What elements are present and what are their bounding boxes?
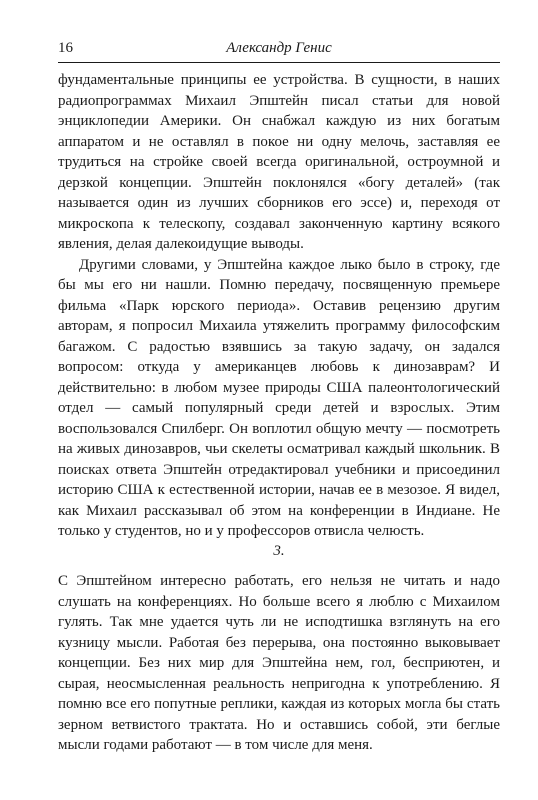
paragraph-1: фундаментальные принципы ее устройства. В сущности, в наших радиопрограммах Михаил Эпштейн писал статьи для новой энциклопедии Америки. Он снабжал каждую из них богатым аппаратом и не оставлял в покое ни одну мелочь, заставляя ее трудиться на стройке своей всегда оригинальной, остроумной и дерзкой концепции. Эпштейн поклонялся «богу деталей» (так называется один из лучших сборников его эссе) и, переходя от микроскопа к телескопу, создавал законченную картину всякого явления, делая далекоидущие выводы. — [58, 72, 500, 252]
paragraph-2: Другими словами, у Эпштейна каждое лыко было в строку, где бы мы его ни нашли. Помню передачу, посвященную премьере фильма «Парк юрского периода». Оставив рецензию другим авторам, я попросил Михаила утяжелить программу философским багажом. С радостью взявшись за такую задачу, он задался вопросом: откуда у американцев любовь к динозаврам? И действительно: в любом музее природы США палеонтологический отдел — самый популярный среди детей и взрослых. Этим воспользовался Спилберг. Он воплотил общую мечту — посмотреть на живых динозавров, чьи скелеты осматривал каждый школьник. В поисках ответа Эпштейн отредактировал учебники и присоединил историю США к естественной истории, начав ее в мезозое. Я видел, как Михаил рассказывал об этом на конференции в Индиане. Не только у студентов, но и у профессоров отвисла челюсть. — [58, 256, 500, 539]
page-number: 16 — [58, 40, 73, 56]
section-paragraph-1: С Эпштейном интересно работать, его нельзя не читать и надо слушать на конференциях. Но больше всего я люблю с Михаилом гулять. Так мне удается чуть ли не исподтишка взглянуть на его кузницу мысли. Работая без перерыва, она постоянно выковывает концепции. Без них мир для Эпштейна нем, гол, бесприютен, и сырая, неосмысленная реальность непригодна к употреблению. Я помню все его попутные реплики, каждая из которых могла бы стать зерном ветвистого трактата. Но и оставшись собой, эти беглые мысли годами работают — в том числе для меня. — [58, 573, 500, 753]
section-text — [58, 571, 500, 756]
main-text — [58, 70, 500, 542]
section-number: 3. — [273, 543, 285, 559]
running-title: Александр Генис — [226, 40, 332, 56]
page-header — [58, 40, 500, 63]
